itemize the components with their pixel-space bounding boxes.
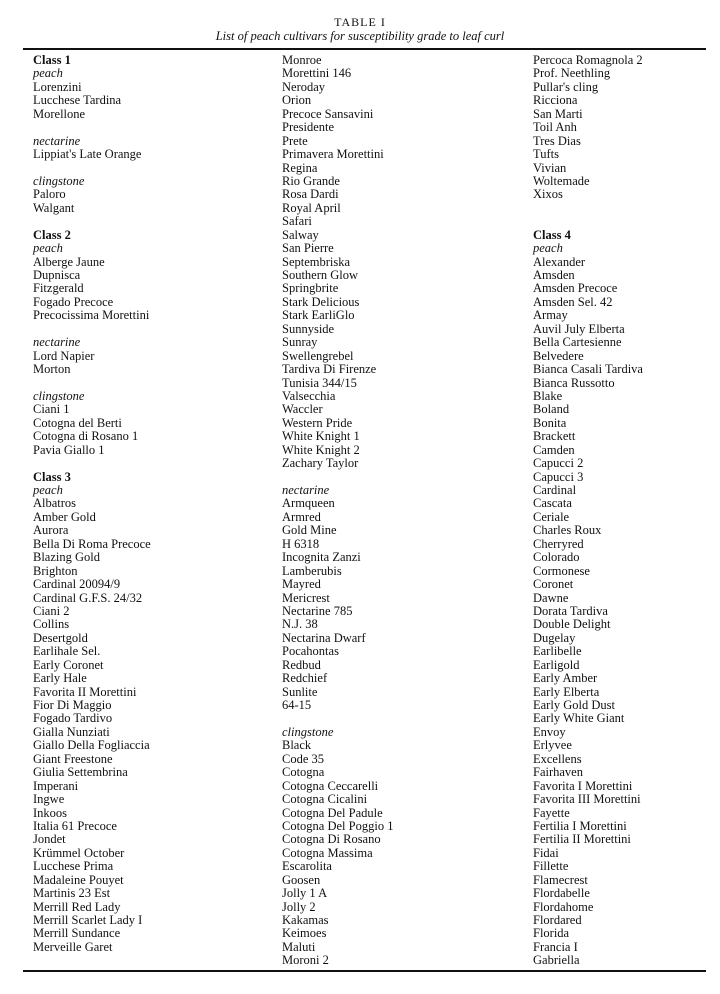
cultivar-entry: Martinis 23 Est xyxy=(33,886,111,901)
cultivar-entry: Alexander xyxy=(533,254,586,269)
cultivar-entry: Escarolita xyxy=(282,859,332,874)
cultivar-entry: Collins xyxy=(33,617,70,632)
cultivar-entry: Presidente xyxy=(282,120,335,135)
cultivar-entry: Morettini 146 xyxy=(282,66,352,81)
cultivar-entry: Excellens xyxy=(533,751,582,766)
cultivar-entry: Fidai xyxy=(533,845,559,860)
cultivar-entry: Fogado Precoce xyxy=(33,294,114,309)
cultivar-entry: Paloro xyxy=(33,187,66,202)
cultivar-entry: Ingwe xyxy=(33,792,65,807)
spacer xyxy=(33,162,273,175)
top-rule xyxy=(23,48,706,50)
cultivar-entry: Sunnyside xyxy=(282,321,335,336)
cultivar-entry: Armay xyxy=(533,308,568,323)
spacer xyxy=(282,712,527,725)
cultivar-entry: Cormonese xyxy=(533,563,590,578)
cultivar-entry: Gialla Nunziati xyxy=(33,724,110,739)
cultivar-entry: Sunlite xyxy=(282,684,318,699)
cultivar-entry: Zachary Taylor xyxy=(282,456,359,471)
fruit-type-label: peach xyxy=(533,241,563,256)
cultivar-entry: Prete xyxy=(282,133,308,148)
cultivar-entry: Fillette xyxy=(533,859,569,874)
cultivar-entry: Stark Delicious xyxy=(282,294,360,309)
class-heading: Class 4 xyxy=(533,227,571,242)
cultivar-entry: Tunisia 344/15 xyxy=(282,375,357,390)
cultivar-entry: Brighton xyxy=(33,563,78,578)
table-caption: List of peach cultivars for susceptibility grade to leaf curl xyxy=(215,29,505,43)
cultivar-entry: Double Delight xyxy=(533,617,611,632)
cultivar-entry: Dawne xyxy=(533,590,569,605)
cultivar-entry: Ceriale xyxy=(533,509,570,524)
cultivar-entry: Merrill Sundance xyxy=(33,926,121,941)
class-heading: Class 3 xyxy=(33,469,71,484)
fruit-type-label: nectarine xyxy=(282,483,330,497)
cultivar-entry: Alberge Jaune xyxy=(33,254,105,269)
cultivar-entry: Safari xyxy=(282,214,312,229)
cultivar-entry: Redbud xyxy=(282,657,321,672)
cultivar-entry: Neroday xyxy=(282,79,326,94)
cultivar-entry: Fairhaven xyxy=(533,765,583,780)
cultivar-entry: Early Gold Dust xyxy=(533,698,615,712)
cultivar-entry: Black xyxy=(282,738,312,753)
cultivar-entry: Jondet xyxy=(33,832,66,847)
cultivar-entry: Cotogna Del Poggio 1 xyxy=(282,818,394,833)
cultivar-entry: Earlihale Sel. xyxy=(33,644,101,659)
cultivar-entry: Tres Dias xyxy=(533,133,581,148)
fruit-type-label: clingstone xyxy=(33,173,85,188)
cultivar-entry: Tardiva Di Firenze xyxy=(282,362,377,377)
cultivar-entry: Cardinal G.F.S. 24/32 xyxy=(33,590,143,605)
cultivar-entry: Earligold xyxy=(533,657,580,672)
cultivar-entry: Blake xyxy=(533,388,563,403)
class-heading: Class 1 xyxy=(33,53,71,67)
cultivar-entry: Tufts xyxy=(533,147,559,162)
cultivar-entry: Boland xyxy=(533,402,570,417)
cultivar-entry: Vivian xyxy=(533,160,567,175)
cultivar-column-3 xyxy=(533,54,713,968)
cultivar-entry: Primavera Morettini xyxy=(282,147,384,162)
spacer xyxy=(533,215,713,228)
cultivar-entry: Bianca Russotto xyxy=(533,375,615,390)
cultivar-entry: Gabriella xyxy=(533,953,580,968)
cultivar-entry: Xixos xyxy=(533,187,563,202)
cultivar-entry: Ciani 1 xyxy=(33,402,70,417)
cultivar-entry: Mericrest xyxy=(282,590,330,605)
cultivar-entry: Septembriska xyxy=(282,254,351,269)
cultivar-entry: Colorado xyxy=(533,550,580,565)
fruit-type-label: clingstone xyxy=(282,724,334,739)
spacer xyxy=(33,457,273,470)
cultivar-entry: Fogado Tardivo xyxy=(33,711,113,726)
cultivar-entry: Amber Gold xyxy=(33,509,96,524)
cultivar-entry: Flordared xyxy=(533,913,582,927)
cultivar-entry: Favorita I Morettini xyxy=(533,778,633,793)
cultivar-entry: Nectarina Dwarf xyxy=(282,630,366,645)
cultivar-entry: Toil Anh xyxy=(533,120,577,135)
cultivar-entry: Francia I xyxy=(533,939,578,954)
table-label: TABLE I xyxy=(334,15,386,29)
cultivar-entry: Cotogna del Berti xyxy=(33,415,122,430)
cultivar-entry: Keimoes xyxy=(282,926,327,941)
cultivar-entry: Precocissima Morettini xyxy=(33,308,150,323)
cultivar-entry: Cherryred xyxy=(533,536,584,551)
cultivar-entry: Redchief xyxy=(282,671,328,686)
cultivar-entry: Fior Di Maggio xyxy=(33,698,112,712)
spacer xyxy=(33,121,273,134)
cultivar-entry: Precoce Sansavini xyxy=(282,106,374,121)
cultivar-entry: Valsecchia xyxy=(282,388,336,403)
cultivar-entry: Flordahome xyxy=(533,899,594,914)
cultivar-entry: Giallo Della Fogliaccia xyxy=(33,738,150,753)
cultivar-entry: Early Hale xyxy=(33,671,87,686)
cultivar-entry: Bella Di Roma Precoce xyxy=(33,536,151,551)
cultivar-entry: N.J. 38 xyxy=(282,617,318,632)
cultivar-entry: Cotogna Di Rosano xyxy=(282,832,381,847)
fruit-type-label: nectarine xyxy=(33,335,81,350)
cultivar-entry: Percoca Romagnola 2 xyxy=(533,53,643,67)
cultivar-entry: Merrill Scarlet Lady I xyxy=(33,913,143,927)
cultivar-entry: Monroe xyxy=(282,53,322,67)
cultivar-entry: Earlibelle xyxy=(533,644,582,659)
cultivar-entry: Ciani 2 xyxy=(33,603,70,618)
cultivar-entry: Giant Freestone xyxy=(33,751,113,766)
cultivar-entry: Charles Roux xyxy=(533,523,602,538)
cultivar-entry: Kakamas xyxy=(282,913,329,927)
cultivar-entry: San Marti xyxy=(533,106,583,121)
cultivar-entry: Early Amber xyxy=(533,671,598,686)
cultivar-entry: Walgant xyxy=(33,200,75,215)
cultivar-entry: Krümmel October xyxy=(33,845,125,860)
cultivar-entry: Dupnisca xyxy=(33,268,81,282)
cultivar-entry: Moroni 2 xyxy=(282,953,329,968)
bottom-rule xyxy=(23,970,706,972)
cultivar-entry: Amsden Sel. 42 xyxy=(533,294,613,309)
cultivar-entry: Amsden xyxy=(533,268,575,282)
cultivar-entry: Aurora xyxy=(33,523,69,538)
cultivar-entry: Regina xyxy=(282,160,318,175)
spacer xyxy=(533,202,713,215)
spacer xyxy=(282,471,527,484)
spacer xyxy=(33,377,273,390)
cultivar-entry: Bella Cartesienne xyxy=(533,335,622,350)
cultivar-entry: Stark EarliGlo xyxy=(282,308,355,323)
cultivar-entry: Favorita III Morettini xyxy=(533,792,641,807)
cultivar-entry: Maluti xyxy=(282,939,316,954)
cultivar-entry: Lucchese Prima xyxy=(33,859,114,874)
cultivar-entry: Dugelay xyxy=(533,630,576,645)
cultivar-entry: Cotogna Del Padule xyxy=(282,805,383,820)
cultivar-entry: Springbrite xyxy=(282,281,339,296)
cultivar-entry: Cascata xyxy=(533,496,572,511)
cultivar-entry: Bonita xyxy=(533,415,567,430)
cultivar-entry: Goosen xyxy=(282,872,321,887)
cultivar-entry: Ricciona xyxy=(533,93,578,108)
cultivar-entry: Desertgold xyxy=(33,630,88,645)
cultivar-entry: Capucci 2 xyxy=(533,456,584,471)
cultivar-entry: Nectarine 785 xyxy=(282,603,353,618)
cultivar-entry: Inkoos xyxy=(33,805,68,820)
cultivar-entry: Rio Grande xyxy=(282,173,340,188)
cultivar-entry: Lord Napier xyxy=(33,348,95,363)
cultivar-entry: Albatros xyxy=(33,496,77,511)
cultivar-entry: H 6318 xyxy=(282,536,320,551)
cultivar-entry: Swellengrebel xyxy=(282,348,354,363)
cultivar-entry: Salway xyxy=(282,227,319,242)
cultivar-entry: Prof. Neethling xyxy=(533,66,611,81)
cultivar-entry: Erlyvee xyxy=(533,738,572,753)
cultivar-entry: Woltemade xyxy=(533,173,590,188)
cultivar-column-2 xyxy=(282,54,527,968)
cultivar-entry: Western Pride xyxy=(282,415,353,430)
cultivar-entry: Fayette xyxy=(533,805,570,820)
cultivar-entry: Camden xyxy=(533,442,575,457)
cultivar-entry: Mayred xyxy=(282,577,321,592)
cultivar-entry: Auvil July Elberta xyxy=(533,321,625,336)
cultivar-entry: Italia 61 Precoce xyxy=(33,818,117,833)
cultivar-entry: Early Coronet xyxy=(33,657,104,672)
cultivar-entry: Royal April xyxy=(282,200,341,215)
cultivar-entry: Imperani xyxy=(33,778,79,793)
cultivar-entry: Waccler xyxy=(282,402,323,417)
cultivar-entry: Cardinal xyxy=(533,483,577,497)
cultivar-entry: Jolly 2 xyxy=(282,899,316,914)
cultivar-entry: Envoy xyxy=(533,724,566,739)
cultivar-entry: Pavia Giallo 1 xyxy=(33,442,105,457)
cultivar-entry: Lippiat's Late Orange xyxy=(33,147,142,162)
cultivar-entry: Capucci 3 xyxy=(533,469,584,484)
cultivar-entry: Code 35 xyxy=(282,751,325,766)
cultivar-entry: Belvedere xyxy=(533,348,584,363)
cultivar-entry: Gold Mine xyxy=(282,523,337,538)
cultivar-entry: Flordabelle xyxy=(533,886,590,901)
cultivar-entry: San Pierre xyxy=(282,241,334,256)
cultivar-entry: Cotogna Ceccarelli xyxy=(282,778,379,793)
cultivar-entry: Bianca Casali Tardiva xyxy=(533,362,643,377)
cultivar-entry: Rosa Dardi xyxy=(282,187,339,202)
cultivar-entry: Amsden Precoce xyxy=(533,281,618,296)
cultivar-entry: Lucchese Tardina xyxy=(33,93,122,108)
cultivar-entry: White Knight 1 xyxy=(282,429,360,444)
cultivar-entry: Armred xyxy=(282,509,321,524)
cultivar-entry: Cotogna xyxy=(282,765,325,780)
fruit-type-label: nectarine xyxy=(33,133,81,148)
spacer xyxy=(33,323,273,336)
cultivar-column-1 xyxy=(33,54,273,954)
cultivar-entry: Orion xyxy=(282,93,312,108)
cultivar-entry: Cotogna Massima xyxy=(282,845,373,860)
fruit-type-label: peach xyxy=(33,241,63,256)
cultivar-entry: Favorita II Morettini xyxy=(33,684,137,699)
cultivar-entry: Sunray xyxy=(282,335,318,350)
spacer xyxy=(33,215,273,228)
cultivar-entry: Cotogna Cicalini xyxy=(282,792,368,807)
cultivar-entry: Pocahontas xyxy=(282,644,339,659)
cultivar-entry: Florida xyxy=(533,926,570,941)
fruit-type-label: peach xyxy=(33,483,63,497)
cultivar-entry: Giulia Settembrina xyxy=(33,765,128,780)
cultivar-entry: Flamecrest xyxy=(533,872,588,887)
cultivar-entry: Jolly 1 A xyxy=(282,886,328,901)
cultivar-entry: Pullar's cling xyxy=(533,79,599,94)
cultivar-entry: Lamberubis xyxy=(282,563,342,578)
fruit-type-label: peach xyxy=(33,66,63,81)
cultivar-entry: Cardinal 20094/9 xyxy=(33,577,121,592)
cultivar-entry: Early White Giant xyxy=(533,711,625,726)
cultivar-entry: Madaleine Pouyet xyxy=(33,872,124,887)
class-heading: Class 2 xyxy=(33,227,71,242)
cultivar-entry: Southern Glow xyxy=(282,268,359,282)
cultivar-entry: Merveille Garet xyxy=(33,939,113,954)
cultivar-entry: Merrill Red Lady xyxy=(33,899,121,914)
cultivar-entry: Blazing Gold xyxy=(33,550,101,565)
cultivar-entry: Early Elberta xyxy=(533,684,600,699)
cultivar-entry: White Knight 2 xyxy=(282,442,360,457)
cultivar-entry: Coronet xyxy=(533,577,574,592)
cultivar-entry: Morton xyxy=(33,362,71,377)
cultivar-entry: Dorata Tardiva xyxy=(533,603,608,618)
cultivar-entry: 64-15 xyxy=(282,698,312,712)
cultivar-entry: Morellone xyxy=(33,106,86,121)
fruit-type-label: clingstone xyxy=(33,388,85,403)
cultivar-entry: Cotogna di Rosano 1 xyxy=(33,429,139,444)
cultivar-entry: Fertilia I Morettini xyxy=(533,818,627,833)
cultivar-entry: Brackett xyxy=(533,429,576,444)
cultivar-entry: Incognita Zanzi xyxy=(282,550,361,565)
cultivar-entry: Fertilia II Morettini xyxy=(533,832,631,847)
cultivar-entry: Armqueen xyxy=(282,496,335,511)
cultivar-entry: Lorenzini xyxy=(33,79,82,94)
cultivar-entry: Fitzgerald xyxy=(33,281,84,296)
